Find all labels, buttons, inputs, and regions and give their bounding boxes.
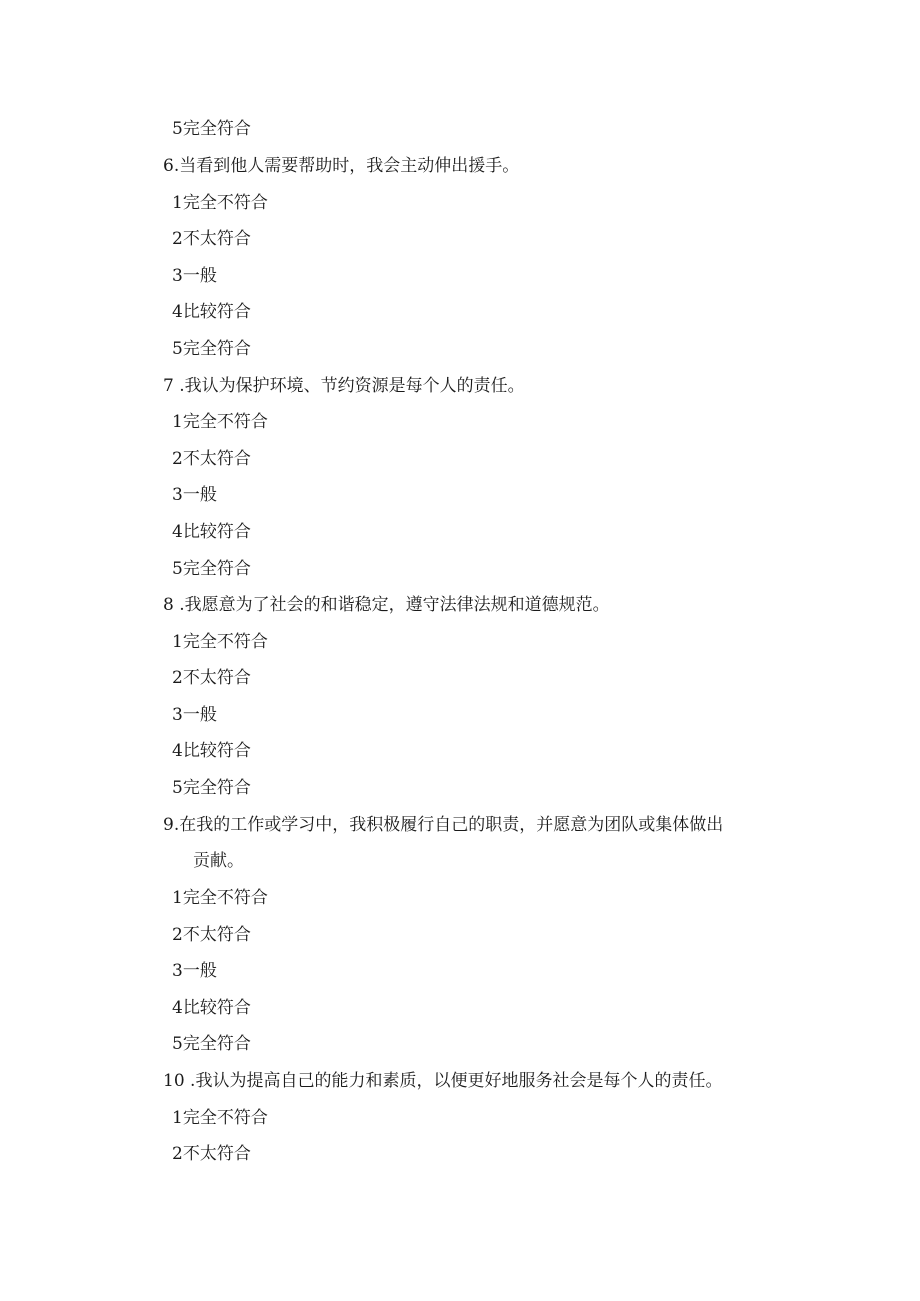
option-3: 3一般 [172,961,217,981]
option-5: 5完全符合 [172,119,251,139]
option-4: 4比较符合 [172,302,251,322]
option-2: 2不太符合 [172,668,251,688]
option-1: 1完全不符合 [172,412,268,432]
option-2: 2不太符合 [172,449,251,469]
option-4: 4比较符合 [172,522,251,542]
option-1: 1完全不符合 [172,632,268,652]
option-1: 1完全不符合 [172,1108,268,1128]
option-4: 4比较符合 [172,741,251,761]
option-3: 3一般 [172,266,217,286]
question-7: 7 .我认为保护环境、节约资源是每个人的责任。 [163,376,525,396]
option-5: 5完全符合 [172,1034,251,1054]
option-2: 2不太符合 [172,1144,251,1164]
option-2: 2不太符合 [172,925,251,945]
question-8: 8 .我愿意为了社会的和谐稳定，遵守法律法规和道德规范。 [163,595,610,615]
option-5: 5完全符合 [172,559,251,579]
question-10: 10 .我认为提高自己的能力和素质，以便更好地服务社会是每个人的责任。 [163,1071,723,1091]
option-3: 3一般 [172,705,217,725]
option-5: 5完全符合 [172,339,251,359]
option-1: 1完全不符合 [172,193,268,213]
question-9-continuation: 贡献。 [193,851,244,871]
option-1: 1完全不符合 [172,888,268,908]
option-5: 5完全符合 [172,778,251,798]
question-6: 6.当看到他人需要帮助时，我会主动伸出援手。 [163,156,520,176]
question-9: 9.在我的工作或学习中，我积极履行自己的职责，并愿意为团队或集体做出 [163,815,724,835]
option-2: 2不太符合 [172,229,251,249]
option-3: 3一般 [172,485,217,505]
option-4: 4比较符合 [172,998,251,1018]
